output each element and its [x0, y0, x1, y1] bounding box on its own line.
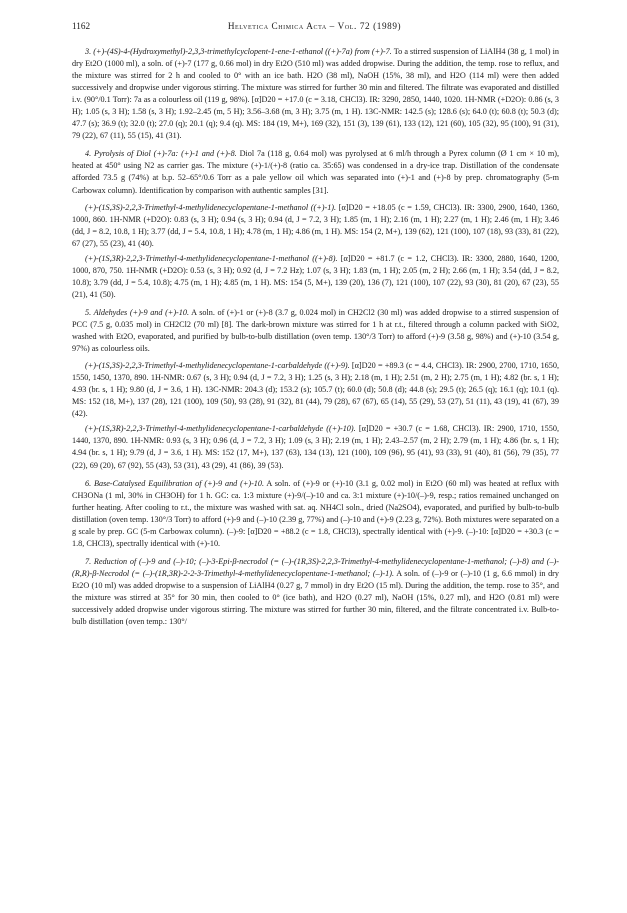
compound-10-heading: (+)-(1S,3R)-2,2,3-Trimethyl-4-methylidenecyclopentane-1-carbaldehyde ((+)-10). — [85, 424, 356, 434]
running-header — [72, 20, 559, 32]
compound-1-heading: (+)-(1S,3S)-2,2,3-Trimethyl-4-methylidenecyclopentane-1-methanol ((+)-1). — [85, 202, 337, 212]
compound-10-text: [α]D20 = +30.7 (c = 1.68, CHCl3). IR: 2900, 1710, 1550, 1440, 1370, 890. 1H-NMR: 0.93 (s, 3 H); 0.96 (d, J = 7.2, 3 H); 1.09 (s, 3 H); 2.19 (m, 1 H); 2.43–2.57 (m, 2 H); 2.79 (m, 1 H); 4.86 (br. s, 1 H); 4.94 (br. s, 1 H); 9.79 (d, J = 3.6, 1 H). MS: 152 (17, M+), 137 (63), 134 (13), 121 (100), 109 (96), 95 (41), 93 (33), 91 (40), 81 (56), 79 (35), 77 (22), 69 (20), 67 (92), 55 (43), 53 (31), 43 (29), 41 (86), 39 (53). — [72, 424, 559, 470]
compound-1-paragraph — [72, 202, 559, 250]
compound-8-paragraph — [72, 253, 559, 301]
compound-9-text: [α]D20 = +89.3 (c = 4.4, CHCl3). IR: 2900, 2700, 1710, 1650, 1550, 1450, 1370, 890. 1H-NMR: 0.67 (s, 3 H); 0.94 (d, J = 7.2, 3 H); 1.25 (s, 3 H); 2.18 (m, 1 H); 2.51 (m, 2 H); 2.75 (m, 1 H); 4.82 (br. s, 1 H); 4.93 (br. s, 1 H); 9.80 (d, J = 3.6, 1 H). 13C-NMR: 204.3 (d); 153.2 (s); 105.7 (t); 60.0 (d); 50.8 (d); 44.8 (s); 29.5 (t); 26.5 (q); 16.1 (q); 10.1 (q). MS: 152 (18, M+), 137 (28), 121 (100), 109 (50), 93 (28), 91 (32), 81 (44), 79 (28), 67 (67), 65 (14), 55 (29), 53 (27), 51 (11), 43 (19), 41 (67), 39 (42). — [72, 361, 559, 419]
section-6-paragraph — [72, 478, 559, 550]
section-3-heading: 3. (+)-(4S)-4-(Hydroxymethyl)-2,3,3-trimethylcyclopent-1-ene-1-ethanol ((+)-7a) from (+)-7. — [85, 47, 392, 56]
section-3-paragraph — [72, 46, 559, 142]
section-5-text: A soln. of (+)-1 or (+)-8 (3.7 g, 0.024 mol) in CH2Cl2 (30 ml) was added dropwise to a stirred suspension of PCC (7.5 g, 0.035 mol) in CH2Cl2 (70 ml) [8]. The dark-brown mixture was stirred for 1 h at r.t., filtered through a column packed with SiO2, washed with Et2O, evaporated, and purified by bulb-to-bulb distillation (oven temp. 130°/3 Torr) to afford (+)-9 (3.58 g, 98%) and (+)-10 (3.54 g, 97%) as colourless oils. — [72, 307, 559, 354]
compound-9-paragraph — [72, 360, 559, 420]
section-6-text: A soln. of (+)-9 or (+)-10 (3.1 g, 0.02 mol) in Et2O (60 ml) was heated at reflux with CH3ONa (1 ml, 30% in CH3OH) for 1 h. GC: ca. 1:3 mixture (+)-9/(–)-10 and ca. 3:1 mixture (+)-10/(–)-9, resp.; ratios remained unchanged on further heating. After cooling to r.t., the mixture was washed with sat. aq. NH4Cl soln., dried (Na2SO4), evaporated, and purified by bulb-to-bulb distillation (oven temp. 130°/3 Torr) to afford (+)-9 and (–)-10 (2.39 g, 77%) and (–)-10 and (+)-9 (2.23 g, 72%). Both mixtures were separated on a g scale by prep. GC (5-m Carbowax column). (–)-9: [α]D20 = +88.2 (c = 1.8, CHCl3), spectrally identical with (+)-9. (–)-10: [α]D20 = +30.3 (c = 1.8, CHCl3), spectrally identical with (+)-10. — [72, 478, 559, 548]
section-4-heading: 4. Pyrolysis of Diol (+)-7a: (+)-1 and (+)-8. — [85, 149, 237, 159]
section-5-heading: 5. Aldehydes (+)-9 and (+)-10. — [85, 307, 190, 317]
section-6-heading: 6. Base-Catalysed Equilibration of (+)-9 and (+)-10. — [85, 478, 265, 488]
section-4-paragraph — [72, 148, 559, 196]
section-7-text: A soln. of (–)-9 or (–)-10 (1 g, 6.6 mmol) in dry Et2O (10 ml) was added dropwise to a suspension of LiAlH4 (0.27 g, 7 mmol) in dry Et2O (15 ml). During the addition, the temp. rose to 35°, and the mixture was stirred at 35° for 30 min, then cooled to 0° (ice bath), and H2O (0.27 ml), NaOH (15%, 0.27 ml), and H2O (0.81 ml) were successively added dropwise under vigorous stirring. The mixture was stirred for further 30 min, filtered, and the filtrate concentrated i.v. Bulb-to-bulb distillation (oven temp.: 130°/ — [72, 568, 559, 627]
compound-1-text: [α]D20 = +18.05 (c = 1.59, CHCl3). IR: 3300, 2900, 1640, 1360, 1000, 860. 1H-NMR (+D2O): 0.83 (s, 3 H); 0.94 (s, 3 H); 0.94 (d, J = 7.2, 3 H); 1.85 (m, 1 H); 2.16 (m, 1 H); 2.27 (m, 1 H); 2.46 (m, 1 H); 3.46 (dd, J = 8.2, 10.8, 1 H); 3.77 (dd, J = 5.4, 10.8, 1 H); 4.78 (m, 1 H); 4.86 (m, 1 H). MS: 154 (2, M+), 139 (62), 121 (100), 107 (18), 93 (33), 81 (22), 67 (27), 55 (23), 41 (40). — [72, 202, 559, 248]
compound-8-heading: (+)-(1S,3R)-2,2,3-Trimethyl-4-methylidenecyclopentane-1-methanol ((+)-8). — [85, 253, 338, 263]
compound-9-heading: (+)-(1S,3S)-2,2,3-Trimethyl-4-methylidenecyclopentane-1-carbaldehyde ((+)-9). — [85, 361, 350, 371]
page-number: 1162 — [72, 21, 91, 31]
compound-10-paragraph — [72, 423, 559, 471]
journal-title: Helvetica Chimica Acta – Vol. 72 (1989) — [227, 21, 402, 31]
section-7-paragraph — [72, 556, 559, 628]
compound-8-text: [α]D20 = +81.7 (c = 1.2, CHCl3). IR: 3300, 2880, 1640, 1200, 1000, 870, 750. 1H-NMR (+D2O): 0.53 (s, 3 H); 0.92 (d, J = 7.2 Hz); 1.07 (s, 3 H); 1.83 (m, 1 H); 2.05 (m, 2 H); 2.66 (m, 1 H); 3.54 (dd, J = 8.2, 10.8); 3.79 (dd, J = 5.4, 10.8); 4.75 (m, 1 H); 4.85 (m, 1 H). MS: 154 (5, M+), 139 (20), 136 (7), 121 (100), 107 (22), 93 (30), 81 (20), 67 (23), 55 (21), 41 (50). — [72, 253, 559, 299]
section-3-text: To a stirred suspension of LiAlH4 (38 g, 1 mol) in dry Et2O (1000 ml), a soln. of (+)-7 (177 g, 0.66 mol) in dry Et2O (510 ml) was added dropwise. During the addition, the temp. rose to reflux, and the mixture was stirred for 2 h and cooled to 0° with an ice bath. H2O (38 ml), NaOH (15%, 38 ml), and H2O (114 ml) were then added successively and dropwise under vigorous stirring. The mixture was stirred for further 30 min and filtered. The filtrate was evaporated and distilled i.v. (90°/0.1 Torr): 7a as a colourless oil (119 g, 98%). [α]D20 = +17.0 (c = 3.18, CHCl3). IR: 3290, 2850, 1440, 1020. 1H-NMR (+D2O): 0.86 (s, 3 H); 1.05 (s, 3 H); 1.58 (s, 3 H); 1.92–2.45 (m, 5 H); 3.56–3.68 (m, 3 H); 3.75 (m, 1 H). 13C-NMR: 142.5 (s); 128.6 (s); 64.0 (t); 60.8 (t); 50.3 (d); 47.7 (s); 36.9 (t); 32.0 (t); 27.0 (q); 20.1 (q); 9.4 (q). MS: 184 (19, M+), 169 (32), 151 (3), 139 (61), 133 (12), 121 (60), 105 (32), 95 (100), 91 (31), 79 (22), 67 (11), 55 (15), 41 (31). — [72, 47, 559, 141]
section-4-text: Diol 7a (118 g, 0.64 mol) was pyrolysed at 6 ml/h through a Pyrex column (Ø 1 cm × 10 m), heated at 450° using N2 as carrier gas. The mixture (+)-1/(+)-8 (ratio ca. 35:65) was condensed in a dry-ice trap. Distillation of the condensate afforded 73.5 g (74%) at b.p. 52–65°/0.6 Torr as a pale yellow oil which was separated into (+)-1 and (+)-8 by prep. chromatography (5-m Carbowax column). Identification by comparison with authentic samples [31]. — [72, 149, 559, 195]
section-5-paragraph — [72, 307, 559, 355]
section-7-heading: 7. Reduction of (–)-9 and (–)-10; (–)-3-Epi-β-necrodol (= (–)-(1R,3S)-2,2,3-Trimethyl-4-methylidenecyclopentane-1-methanol; (–)-8) and (–)-(R,R)-β-Necrodol (= (–)-(1R,3R)-2-2-3-Trimethyl-4-methylidenecyclopentane-1-methanol; (–)-1). — [72, 556, 559, 578]
